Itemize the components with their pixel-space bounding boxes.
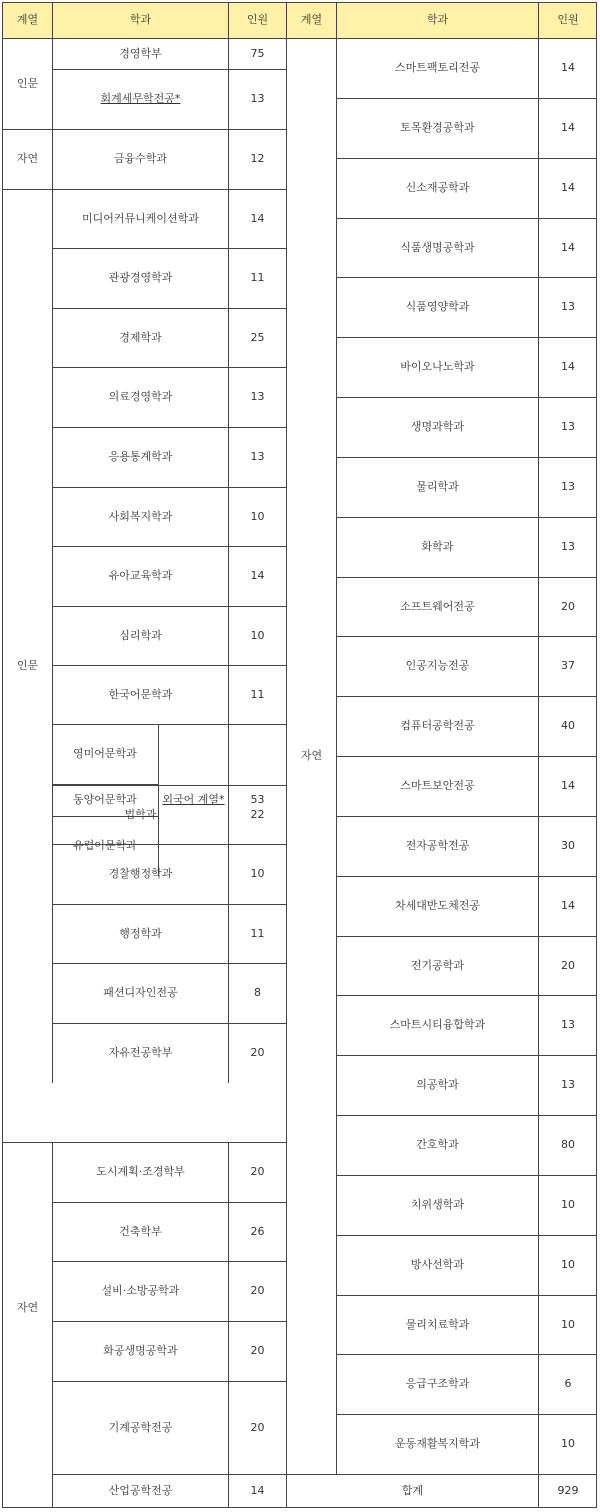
header-field-left-text: 계열 <box>16 13 39 27</box>
right-count-cell-text: 14 <box>561 181 575 195</box>
left-field-cell <box>2 1142 52 1474</box>
right-count-cell <box>538 1295 597 1354</box>
language-group-label-text: 외국어 계열* <box>162 793 225 807</box>
right-dept-cell-text: 스마트팩토리전공 <box>394 61 480 75</box>
left-dept-cell <box>52 1381 228 1474</box>
right-dept-cell <box>336 577 538 636</box>
right-count-cell <box>538 577 597 636</box>
right-count-cell <box>538 1175 597 1235</box>
left-dept-cell <box>52 1142 228 1202</box>
left-count-cell <box>228 1202 286 1261</box>
left-dept-cell-text: 기계공학전공 <box>108 1420 173 1434</box>
right-count-cell <box>538 816 597 876</box>
left-count-cell-text: 20 <box>250 1284 265 1298</box>
left-dept-cell-text: 도시계획·조경학부 <box>96 1165 185 1179</box>
left-dept-cell-text: 산업공학전공 <box>108 1484 173 1498</box>
left-dept-cell <box>52 904 228 963</box>
right-count-cell-text: 14 <box>561 779 575 793</box>
left-dept-cell <box>52 1202 228 1261</box>
right-count-cell-text: 13 <box>561 300 575 314</box>
left-count-cell-text: 10 <box>250 509 265 523</box>
right-count-cell <box>538 277 597 337</box>
left-count-cell <box>228 963 286 1023</box>
right-dept-cell-text: 물리학과 <box>416 480 459 494</box>
header-count-right-text: 인원 <box>557 13 579 27</box>
header-dept-left <box>52 2 228 38</box>
left-count-cell-text: 11 <box>250 271 265 285</box>
right-dept-cell-text: 치위생학과 <box>410 1198 465 1212</box>
right-dept-cell <box>336 1414 538 1474</box>
right-dept-cell-text: 전자공학전공 <box>405 839 470 853</box>
left-count-cell <box>228 367 286 427</box>
right-count-cell <box>538 158 597 218</box>
right-dept-cell <box>336 876 538 936</box>
left-count-cell <box>228 427 286 487</box>
header-dept-right-text: 학과 <box>426 13 449 27</box>
left-count-cell <box>228 189 286 248</box>
total-count <box>538 1474 597 1508</box>
right-dept-cell-text: 식품영양학과 <box>405 300 470 314</box>
right-dept-cell-text: 의공학과 <box>416 1078 459 1092</box>
right-dept-cell-text: 토목환경공학과 <box>400 121 475 135</box>
language-sub-dept-text: 유럽어문학과 <box>73 839 137 853</box>
right-count-cell-text: 10 <box>561 1198 575 1212</box>
total-label <box>286 1474 538 1508</box>
left-count-cell-text: 10 <box>250 628 265 642</box>
header-count-left-text: 인원 <box>246 13 269 27</box>
left-count-cell-text: 13 <box>250 390 265 404</box>
left-dept-cell-text: 금융수학과 <box>113 152 168 166</box>
right-dept-cell-text: 인공지능전공 <box>405 659 470 673</box>
right-dept-cell <box>336 696 538 756</box>
left-count-cell-text: 20 <box>250 1165 265 1179</box>
left-dept-cell-text: 법학과 <box>124 807 157 821</box>
left-count-cell-text: 14 <box>250 1484 265 1498</box>
right-dept-cell-text: 컴퓨터공학전공 <box>400 719 475 733</box>
right-count-cell <box>538 38 597 98</box>
left-dept-cell <box>52 189 228 248</box>
right-dept-cell <box>336 517 538 577</box>
left-count-cell <box>228 1321 286 1381</box>
right-count-cell <box>538 397 597 457</box>
right-count-cell <box>538 457 597 517</box>
right-count-cell-text: 37 <box>561 659 575 673</box>
right-count-cell <box>538 517 597 577</box>
left-dept-cell <box>52 427 228 487</box>
left-count-cell-text: 75 <box>250 46 265 60</box>
right-dept-cell-text: 바이오나노학과 <box>400 360 475 374</box>
header-count-left <box>228 2 286 38</box>
left-dept-cell-text: 한국어문학과 <box>108 688 173 702</box>
right-dept-cell-text: 전기공학과 <box>410 958 465 972</box>
left-count-cell <box>228 38 286 69</box>
header-dept-left-text: 학과 <box>129 13 152 27</box>
left-field-cell <box>2 129 52 189</box>
left-dept-cell <box>52 844 228 904</box>
left-dept-cell-text: 회계세무학전공* <box>100 92 181 106</box>
left-dept-cell <box>52 308 228 367</box>
right-count-cell <box>538 1115 597 1175</box>
language-group-count-text: 53 <box>250 793 265 807</box>
left-dept-cell <box>52 606 228 665</box>
left-dept-cell-text: 자유전공학부 <box>108 1046 173 1060</box>
left-dept-cell <box>52 1261 228 1321</box>
left-count-cell-text: 11 <box>250 688 265 702</box>
left-dept-cell <box>52 367 228 427</box>
left-field-cell <box>2 38 52 129</box>
left-count-cell <box>228 844 286 904</box>
total-label-text: 합계 <box>401 1484 424 1498</box>
right-count-cell-text: 13 <box>561 1078 575 1092</box>
right-count-cell-text: 14 <box>561 121 575 135</box>
right-count-cell-text: 13 <box>561 480 575 494</box>
left-dept-cell <box>52 1023 228 1083</box>
right-dept-cell-text: 화학과 <box>421 540 454 554</box>
left-dept-cell-text: 건축학부 <box>119 1224 162 1238</box>
right-dept-cell <box>336 756 538 816</box>
right-dept-cell-text: 식품생명공학과 <box>400 240 475 254</box>
left-count-cell <box>228 248 286 308</box>
left-dept-cell <box>52 1474 228 1508</box>
left-count-cell-text: 14 <box>250 569 265 583</box>
left-dept-cell <box>52 69 228 129</box>
language-sub-dept-text: 동양어문학과 <box>73 793 137 807</box>
right-count-cell <box>538 995 597 1055</box>
right-dept-cell <box>336 38 538 98</box>
left-count-cell <box>228 69 286 129</box>
left-count-cell <box>228 1381 286 1474</box>
left-dept-cell-text: 의료경영학과 <box>108 390 173 404</box>
left-count-cell-text: 13 <box>250 92 265 106</box>
right-count-cell-text: 10 <box>561 1317 575 1331</box>
right-count-cell <box>538 1235 597 1295</box>
right-count-cell-text: 40 <box>561 719 575 733</box>
left-count-cell-text: 14 <box>250 211 265 225</box>
right-count-cell-text: 13 <box>561 420 575 434</box>
left-count-cell-text: 20 <box>250 1420 265 1434</box>
left-count-cell-text: 22 <box>250 807 265 821</box>
right-dept-cell <box>336 936 538 995</box>
right-dept-cell-text: 생명과학과 <box>410 420 465 434</box>
right-count-cell <box>538 337 597 397</box>
right-count-cell <box>538 936 597 995</box>
left-count-cell <box>228 1142 286 1202</box>
language-sub-dept <box>52 724 158 784</box>
right-dept-cell <box>336 218 538 277</box>
left-dept-cell-text: 경제학과 <box>119 330 162 344</box>
left-field-cell-text: 인문 <box>16 76 39 90</box>
right-dept-cell <box>336 397 538 457</box>
header-field-left <box>2 2 52 38</box>
right-count-cell-text: 10 <box>561 1258 575 1272</box>
left-count-cell-text: 11 <box>250 926 265 940</box>
right-dept-cell <box>336 1295 538 1354</box>
left-count-cell-text: 26 <box>250 1224 265 1238</box>
left-dept-cell-text: 설비·소방공학과 <box>101 1284 180 1298</box>
language-sub-dept-text: 영미어문학과 <box>73 747 137 761</box>
left-count-cell-text: 10 <box>250 867 265 881</box>
right-count-cell-text: 14 <box>561 61 575 75</box>
right-dept-cell <box>336 277 538 337</box>
left-dept-cell-text: 화공생명공학과 <box>103 1344 178 1358</box>
right-count-cell-text: 14 <box>561 360 575 374</box>
right-count-cell-text: 80 <box>561 1138 575 1152</box>
left-dept-cell-text: 경찰행정학과 <box>108 867 173 881</box>
left-count-cell <box>228 606 286 665</box>
right-count-cell <box>538 876 597 936</box>
left-count-cell <box>228 1023 286 1083</box>
left-count-cell <box>228 546 286 606</box>
total-count-text: 929 <box>557 1484 579 1498</box>
right-count-cell-text: 20 <box>561 599 575 613</box>
left-count-cell-text: 25 <box>250 330 265 344</box>
left-dept-cell-text: 유아교육학과 <box>108 569 173 583</box>
right-count-cell <box>538 1414 597 1474</box>
left-count-cell <box>228 487 286 546</box>
left-dept-cell-text: 응용통계학과 <box>108 450 173 464</box>
left-dept-cell <box>52 487 228 546</box>
right-count-cell-text: 13 <box>561 1018 575 1032</box>
left-count-cell <box>228 904 286 963</box>
right-dept-cell-text: 응급구조학과 <box>405 1377 470 1391</box>
left-field-cell-text: 자연 <box>16 152 39 166</box>
left-dept-cell-text: 관광경영학과 <box>108 271 173 285</box>
right-dept-cell-text: 방사선학과 <box>410 1258 465 1272</box>
right-count-cell <box>538 1055 597 1115</box>
left-field-cell-text: 인문 <box>16 658 39 672</box>
left-dept-cell-text: 패션디자인전공 <box>103 986 178 1000</box>
right-dept-cell <box>336 636 538 696</box>
header-field-right-text: 계열 <box>300 13 323 27</box>
left-count-cell-text: 20 <box>250 1046 265 1060</box>
right-dept-cell <box>336 457 538 517</box>
left-dept-cell <box>52 248 228 308</box>
left-dept-cell <box>52 129 228 189</box>
right-field-cell <box>286 38 336 1474</box>
left-dept-cell-text: 사회복지학과 <box>108 509 173 523</box>
left-field-cell <box>2 189 52 1142</box>
left-count-cell <box>228 308 286 367</box>
left-dept-cell <box>52 1321 228 1381</box>
left-count-cell-text: 20 <box>250 1344 265 1358</box>
left-dept-cell <box>52 963 228 1023</box>
right-count-cell-text: 6 <box>564 1377 572 1391</box>
right-dept-cell-text: 신소재공학과 <box>405 181 470 195</box>
right-dept-cell <box>336 98 538 158</box>
right-dept-cell <box>336 158 538 218</box>
right-count-cell <box>538 98 597 158</box>
right-count-cell <box>538 756 597 816</box>
right-count-cell <box>538 218 597 277</box>
left-dept-cell <box>52 38 228 69</box>
left-dept-cell <box>52 665 228 725</box>
right-dept-cell <box>336 1235 538 1295</box>
left-count-cell-text: 13 <box>250 450 265 464</box>
right-dept-cell-text: 스마트보안전공 <box>400 779 475 793</box>
right-dept-cell <box>336 1115 538 1175</box>
right-dept-cell-text: 소프트웨어전공 <box>400 599 475 613</box>
right-dept-cell <box>336 1175 538 1235</box>
left-dept-cell-text: 경영학부 <box>119 46 162 60</box>
header-dept-right <box>336 2 538 38</box>
right-dept-cell-text: 간호학과 <box>416 1138 459 1152</box>
right-count-cell-text: 10 <box>561 1437 575 1451</box>
header-field-right <box>286 2 336 38</box>
right-count-cell-text: 14 <box>561 240 575 254</box>
right-count-cell <box>538 696 597 756</box>
right-dept-cell-text: 운동재활복지학과 <box>394 1437 480 1451</box>
right-count-cell <box>538 1354 597 1414</box>
right-count-cell-text: 30 <box>561 839 575 853</box>
right-dept-cell-text: 스마트시티융합학과 <box>389 1018 486 1032</box>
left-count-cell <box>228 1261 286 1321</box>
right-dept-cell <box>336 1354 538 1414</box>
right-count-cell <box>538 636 597 696</box>
right-count-cell-text: 13 <box>561 540 575 554</box>
left-count-cell-text: 8 <box>254 986 261 1000</box>
right-dept-cell <box>336 337 538 397</box>
left-field-cell-text: 자연 <box>16 1301 39 1315</box>
right-count-cell-text: 14 <box>561 899 575 913</box>
left-dept-cell-text: 행정학과 <box>119 926 162 940</box>
left-dept-cell-text: 미디어커뮤니케이션학과 <box>82 211 199 225</box>
right-dept-cell-text: 물리치료학과 <box>405 1317 470 1331</box>
right-field-cell-text: 자연 <box>300 749 323 763</box>
right-dept-cell <box>336 1055 538 1115</box>
left-dept-cell <box>52 546 228 606</box>
left-dept-cell-text: 심리학과 <box>119 628 162 642</box>
left-count-cell <box>228 665 286 725</box>
left-count-cell <box>228 785 286 844</box>
right-dept-cell <box>336 995 538 1055</box>
header-count-right <box>538 2 597 38</box>
right-dept-cell <box>336 816 538 876</box>
left-count-cell-text: 12 <box>250 152 265 166</box>
left-count-cell <box>228 129 286 189</box>
right-dept-cell-text: 차세대반도체전공 <box>394 899 480 913</box>
left-count-cell <box>228 1474 286 1508</box>
right-count-cell-text: 20 <box>561 958 575 972</box>
left-dept-cell <box>52 785 228 844</box>
